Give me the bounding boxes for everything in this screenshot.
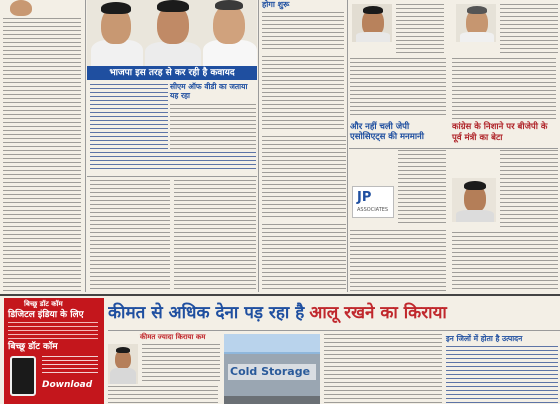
- ad-download-text[interactable]: Download: [42, 380, 93, 390]
- quote-heading-text: सीएम ऑफ वीडी का जताया यह रहा: [170, 82, 248, 100]
- jp-associates-logo: [352, 186, 394, 218]
- cold-storage-photo: [224, 334, 320, 404]
- right-bottom-text-b: [452, 232, 558, 292]
- story-text-col1: [90, 180, 170, 292]
- ad-line-2: बिच्छू डॉट कॉम: [8, 342, 58, 352]
- right-lower-text-a: [398, 150, 446, 226]
- middle-headline-text: और नहीं चली जेपी एसोसिएट्स की मनमानी: [350, 122, 424, 142]
- ad-line-1: डिजिटल इंडिया के लिए: [8, 310, 84, 320]
- blue-box-text: [90, 152, 256, 172]
- reporter-photo: [10, 0, 32, 16]
- quote-heading: [170, 82, 256, 102]
- politician-photo-1: [352, 4, 392, 42]
- side-title: [446, 334, 560, 344]
- right-body-text: [350, 58, 446, 118]
- bichhu-ad[interactable]: [4, 298, 104, 404]
- side-title-text: इन जिलों में होता है उत्पादन: [446, 334, 523, 343]
- politician-photo-3: [452, 178, 496, 222]
- bottom-text-col1b: [142, 344, 220, 384]
- right-headline-text: कांग्रेस के निशाने पर बीजेपी के पूर्व मंत्री का बेटा: [452, 122, 548, 143]
- quote-body-text: [170, 104, 256, 150]
- headline-blue-part: कीमत से अधिक देना पड़ रहा है: [108, 303, 305, 323]
- story-text-col2: [174, 180, 256, 292]
- cold-storage-sign: Cold Storage: [230, 365, 311, 378]
- leaders-photo: [87, 0, 257, 70]
- official-photo: [108, 344, 138, 384]
- middle-list-text: [262, 136, 346, 220]
- right-top-text-a: [396, 4, 444, 54]
- middle-lower-text: [262, 224, 346, 292]
- bottom-text-col1: [108, 386, 218, 404]
- ad-phone-graphic: [10, 356, 36, 396]
- right-headline: [452, 122, 558, 146]
- politician-photo-2: [456, 4, 496, 42]
- middle-body-text: [262, 56, 344, 132]
- headline-red-part: आलू रखने का किराया: [309, 303, 447, 323]
- side-box-text: [446, 346, 558, 404]
- bottom-headline: [108, 300, 560, 330]
- logo-text: JP: [357, 190, 372, 205]
- middle-headline: [350, 122, 446, 144]
- banner-body-text: [90, 84, 168, 150]
- left-column-text: [3, 18, 81, 292]
- bottom-subhead-text: कीमत ज्यादा किराया कम: [140, 333, 206, 341]
- banner-headline: [87, 66, 257, 80]
- right-body-text-2: [452, 58, 556, 120]
- banner-headline-text: भाजपा इस तरह से कर रही है कवायद: [109, 68, 235, 78]
- right-lower-text-b: [500, 150, 558, 230]
- middle-top-heading: [262, 0, 342, 10]
- middle-top-text: [262, 12, 344, 52]
- logo-sub-text: ASSOCIATES: [357, 207, 389, 213]
- bottom-text-col2: [324, 334, 442, 404]
- left-column: [0, 0, 84, 292]
- ad-brand-top: बिच्छू डॉट कॉम: [24, 300, 63, 308]
- right-top-text-b: [500, 4, 558, 54]
- middle-top-heading-text: होगा शुरू: [262, 0, 290, 9]
- right-bottom-text-a: [350, 230, 446, 292]
